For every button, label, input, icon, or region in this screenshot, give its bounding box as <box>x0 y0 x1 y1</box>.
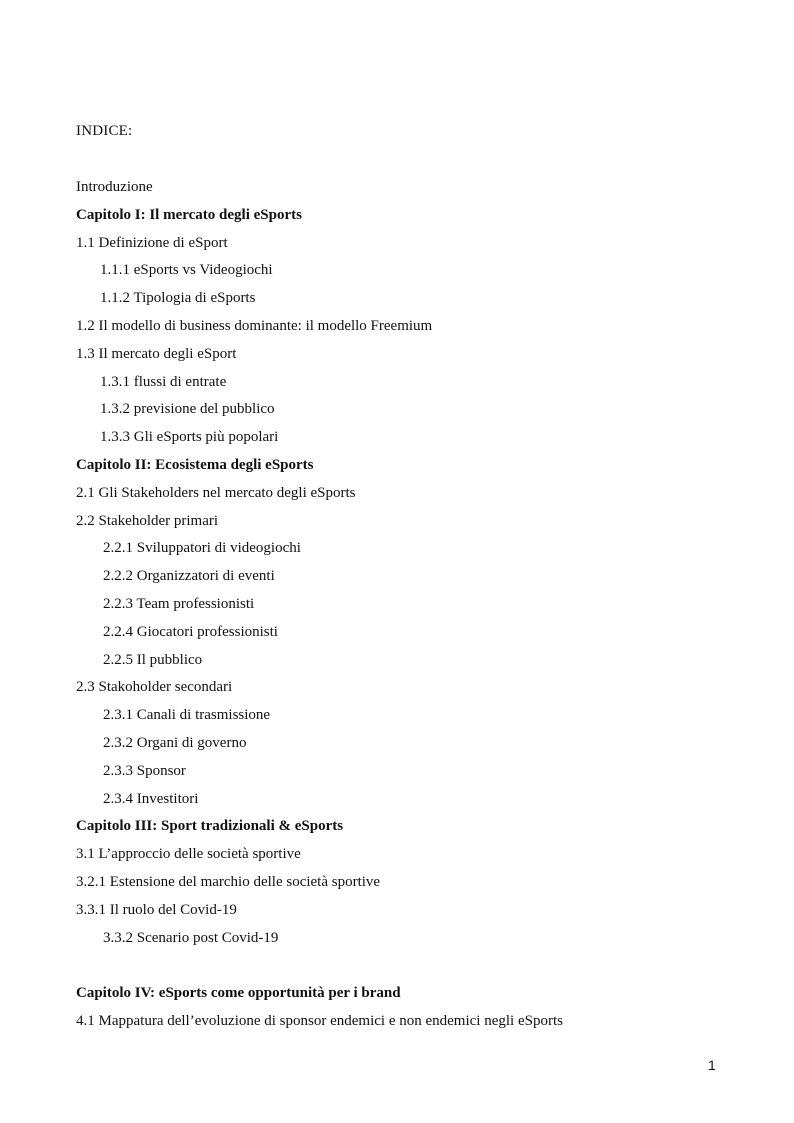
toc-entry: 4.1 Mappatura dell’evoluzione di sponsor endemici e non endemici negli eSports <box>76 1013 563 1030</box>
toc-entry: 3.1 L’approccio delle società sportive <box>76 846 301 863</box>
toc-entry: 3.3.2 Scenario post Covid-19 <box>103 929 279 946</box>
page-number: 1 <box>708 1057 716 1073</box>
toc-entry: 1.3.1 flussi di entrate <box>100 373 227 390</box>
toc-entry: 2.2.1 Sviluppatori di videogiochi <box>103 540 301 557</box>
index-heading: INDICE: <box>76 123 133 139</box>
toc-entry: 1.3 Il mercato degli eSport <box>76 345 237 362</box>
toc-chapter-heading: Capitolo II: Ecosistema degli eSports <box>76 456 314 473</box>
toc-chapter-heading: Capitolo I: Il mercato degli eSports <box>76 206 302 223</box>
toc-entry: 1.3.2 previsione del pubblico <box>100 401 275 418</box>
toc-entry: 1.2 Il modello di business dominante: il modello Freemium <box>76 317 433 334</box>
toc-entry: 2.2 Stakeholder primari <box>76 512 219 529</box>
toc-entry: 2.3 Stakoholder secondari <box>76 679 233 696</box>
toc-entry: 1.1.1 eSports vs Videogiochi <box>100 262 273 279</box>
toc-entry: 3.3.1 Il ruolo del Covid-19 <box>76 901 237 918</box>
toc-entry: 2.3.2 Organi di governo <box>103 734 247 751</box>
toc-entry: 2.3.1 Canali di trasmissione <box>103 707 271 724</box>
toc-entry: 2.3.3 Sponsor <box>103 762 186 779</box>
toc-entry: 1.1.2 Tipologia di eSports <box>100 290 256 307</box>
toc-entry: 2.2.3 Team professionisti <box>103 595 255 612</box>
toc-entry: 2.2.5 Il pubblico <box>103 651 203 668</box>
toc-entry: 2.2.4 Giocatori professionisti <box>103 623 278 640</box>
toc-chapter-heading: Capitolo IV: eSports come opportunità per i brand <box>76 985 401 1002</box>
toc-chapter-heading: Capitolo III: Sport tradizionali & eSports <box>76 818 344 835</box>
toc-entry: 1.3.3 Gli eSports più popolari <box>100 429 279 446</box>
toc-entry: 3.2.1 Estensione del marchio delle società sportive <box>76 873 381 890</box>
toc-entry: 1.1 Definizione di eSport <box>76 234 228 251</box>
toc-entry: Introduzione <box>76 179 153 195</box>
toc-entry: 2.3.4 Investitori <box>103 790 199 807</box>
toc-entry: 2.1 Gli Stakeholders nel mercato degli eSports <box>76 484 356 501</box>
toc-entry: 2.2.2 Organizzatori di eventi <box>103 568 275 585</box>
table-of-contents <box>76 176 756 1038</box>
